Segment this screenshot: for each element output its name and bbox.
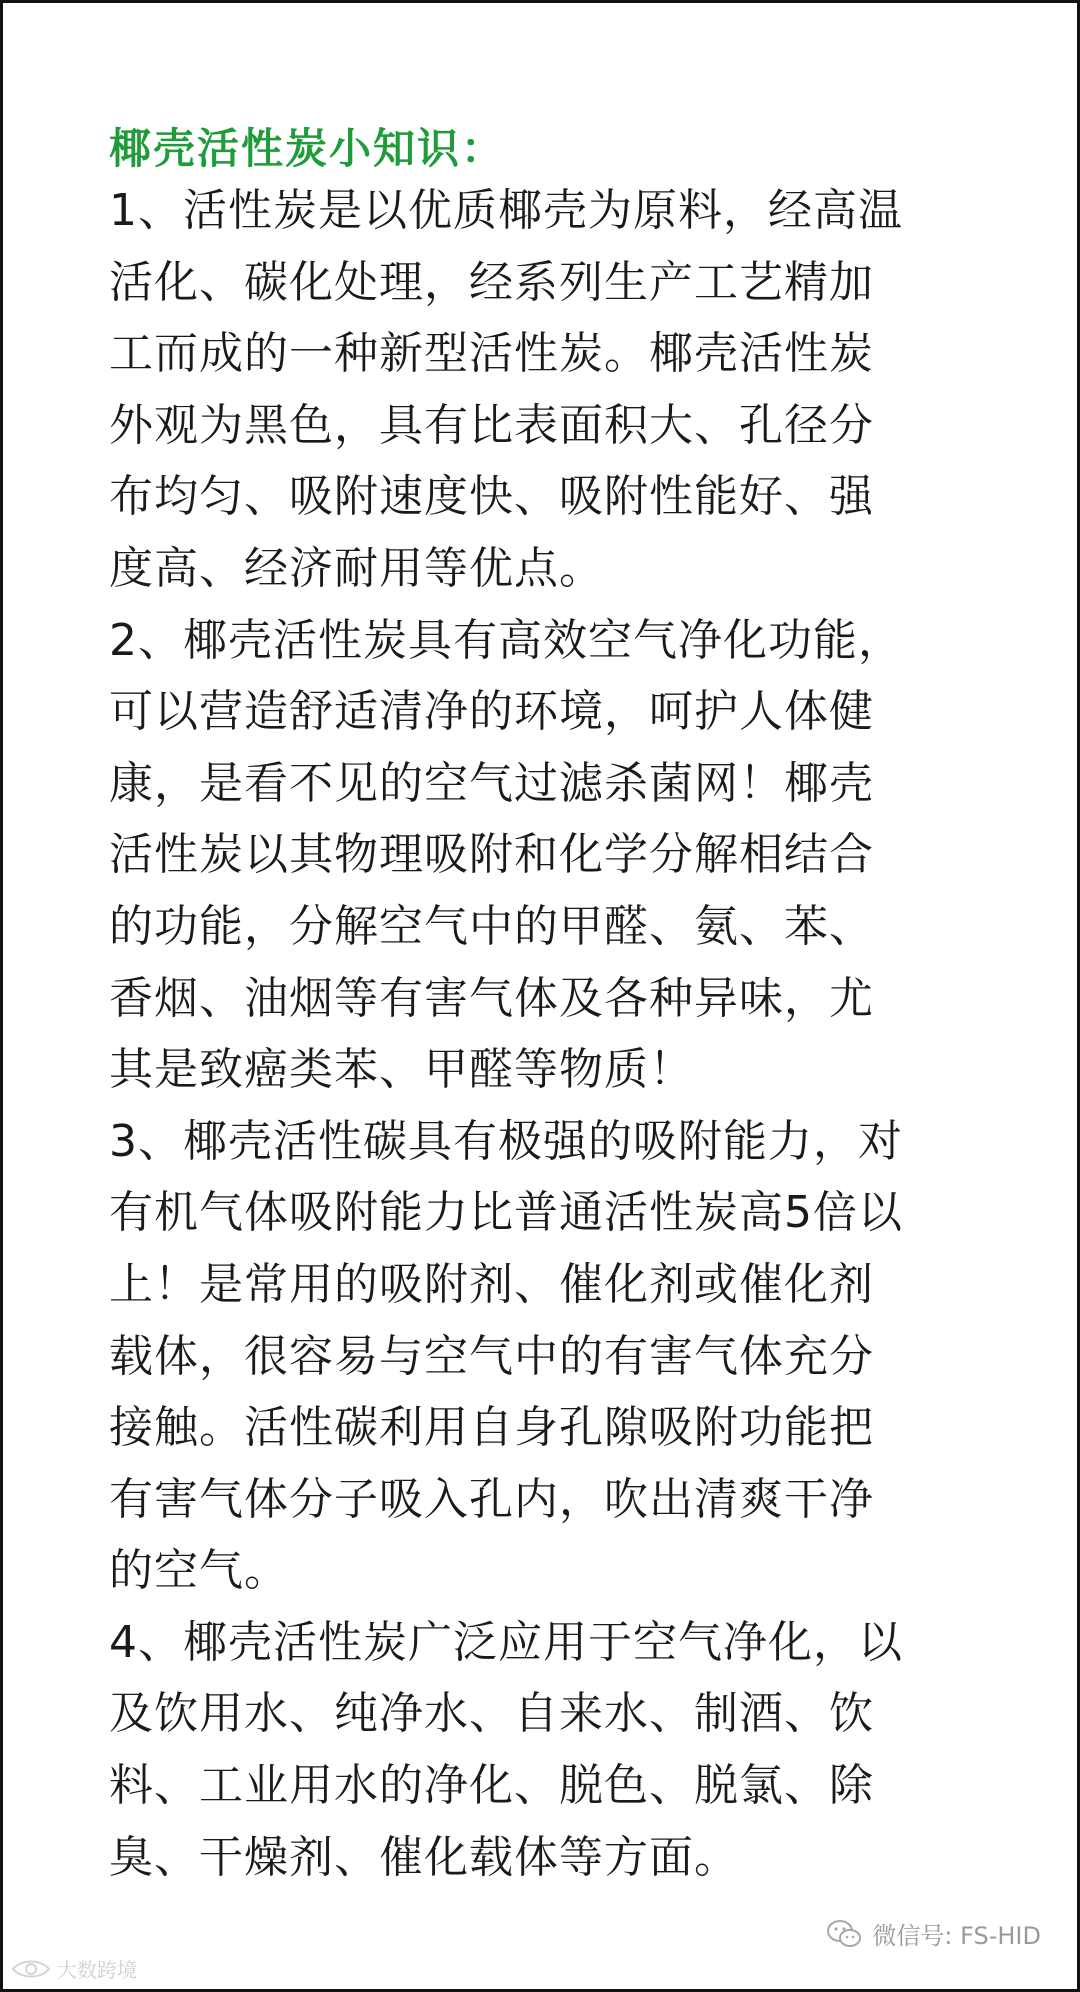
paragraph-2-line: 2、椰壳活性炭具有高效空气净化功能，	[109, 614, 903, 666]
paragraph-4-line: 臭、干燥剂、催化载体等方面。	[109, 1831, 739, 1883]
paragraph-3-line: 的空气。	[109, 1545, 289, 1597]
paragraph-2-line: 可以营造舒适清净的环境，呵护人体健	[109, 686, 874, 738]
paragraph-1-line: 活化、碳化处理，经系列生产工艺精加	[109, 256, 874, 308]
wechat-id-text: 微信号: FS-HID	[872, 1922, 1041, 1950]
paragraph-1-line: 外观为黑色，具有比表面积大、孔径分	[109, 399, 874, 451]
paragraph-3-line: 上！是常用的吸附剂、催化剂或催化剂	[109, 1258, 874, 1310]
paragraph-4-line: 及饮用水、纯净水、自来水、制酒、饮	[109, 1688, 874, 1740]
paragraph-3-line: 3、椰壳活性碳具有极强的吸附能力，对	[109, 1115, 903, 1167]
paragraph-3-line: 接触。活性碳利用自身孔隙吸附功能把	[109, 1402, 874, 1454]
eye-logo-icon	[11, 1957, 51, 1981]
article-title: 椰壳活性炭小知识：	[109, 124, 506, 173]
article-content	[109, 123, 1009, 1893]
paragraph-3-line: 有害气体分子吸入孔内，吹出清爽干净	[109, 1473, 874, 1525]
paragraph-2-line: 活性炭以其物理吸附和化学分解相结合	[109, 829, 874, 881]
site-watermark	[11, 1954, 137, 1983]
paragraph-1-line: 布均匀、吸附速度快、吸附性能好、强	[109, 471, 874, 523]
paragraph-2	[109, 605, 1009, 1106]
paragraph-1-line: 度高、经济耐用等优点。	[109, 542, 604, 594]
paragraph-2-line: 其是致癌类苯、甲醛等物质！	[109, 1044, 694, 1096]
paragraph-1-line: 1、活性炭是以优质椰壳为原料，经高温	[109, 185, 903, 236]
paragraph-2-line: 香烟、油烟等有害气体及各种异味，尤	[109, 972, 874, 1024]
wechat-icon	[826, 1919, 862, 1949]
paragraph-4-line: 料、工业用水的净化、脱色、脱氯、除	[109, 1760, 874, 1812]
paragraph-4-line: 4、椰壳活性炭广泛应用于空气净化，以	[109, 1616, 903, 1668]
paragraph-3-line: 载体，很容易与空气中的有害气体充分	[109, 1330, 874, 1382]
paragraph-1-line: 工而成的一种新型活性炭。椰壳活性炭	[109, 328, 874, 380]
paragraph-3-line: 有机气体吸附能力比普通活性炭高5倍以	[109, 1187, 903, 1239]
site-watermark-text: 大数跨境	[57, 1958, 137, 1982]
paragraph-1	[109, 175, 1009, 605]
wechat-watermark	[826, 1916, 1041, 1951]
paragraph-4	[109, 1607, 1009, 1893]
paragraph-3	[109, 1106, 1009, 1607]
paragraph-2-line: 康，是看不见的空气过滤杀菌网！椰壳	[109, 757, 874, 809]
paragraph-2-line: 的功能，分解空气中的甲醛、氨、苯、	[109, 900, 874, 952]
